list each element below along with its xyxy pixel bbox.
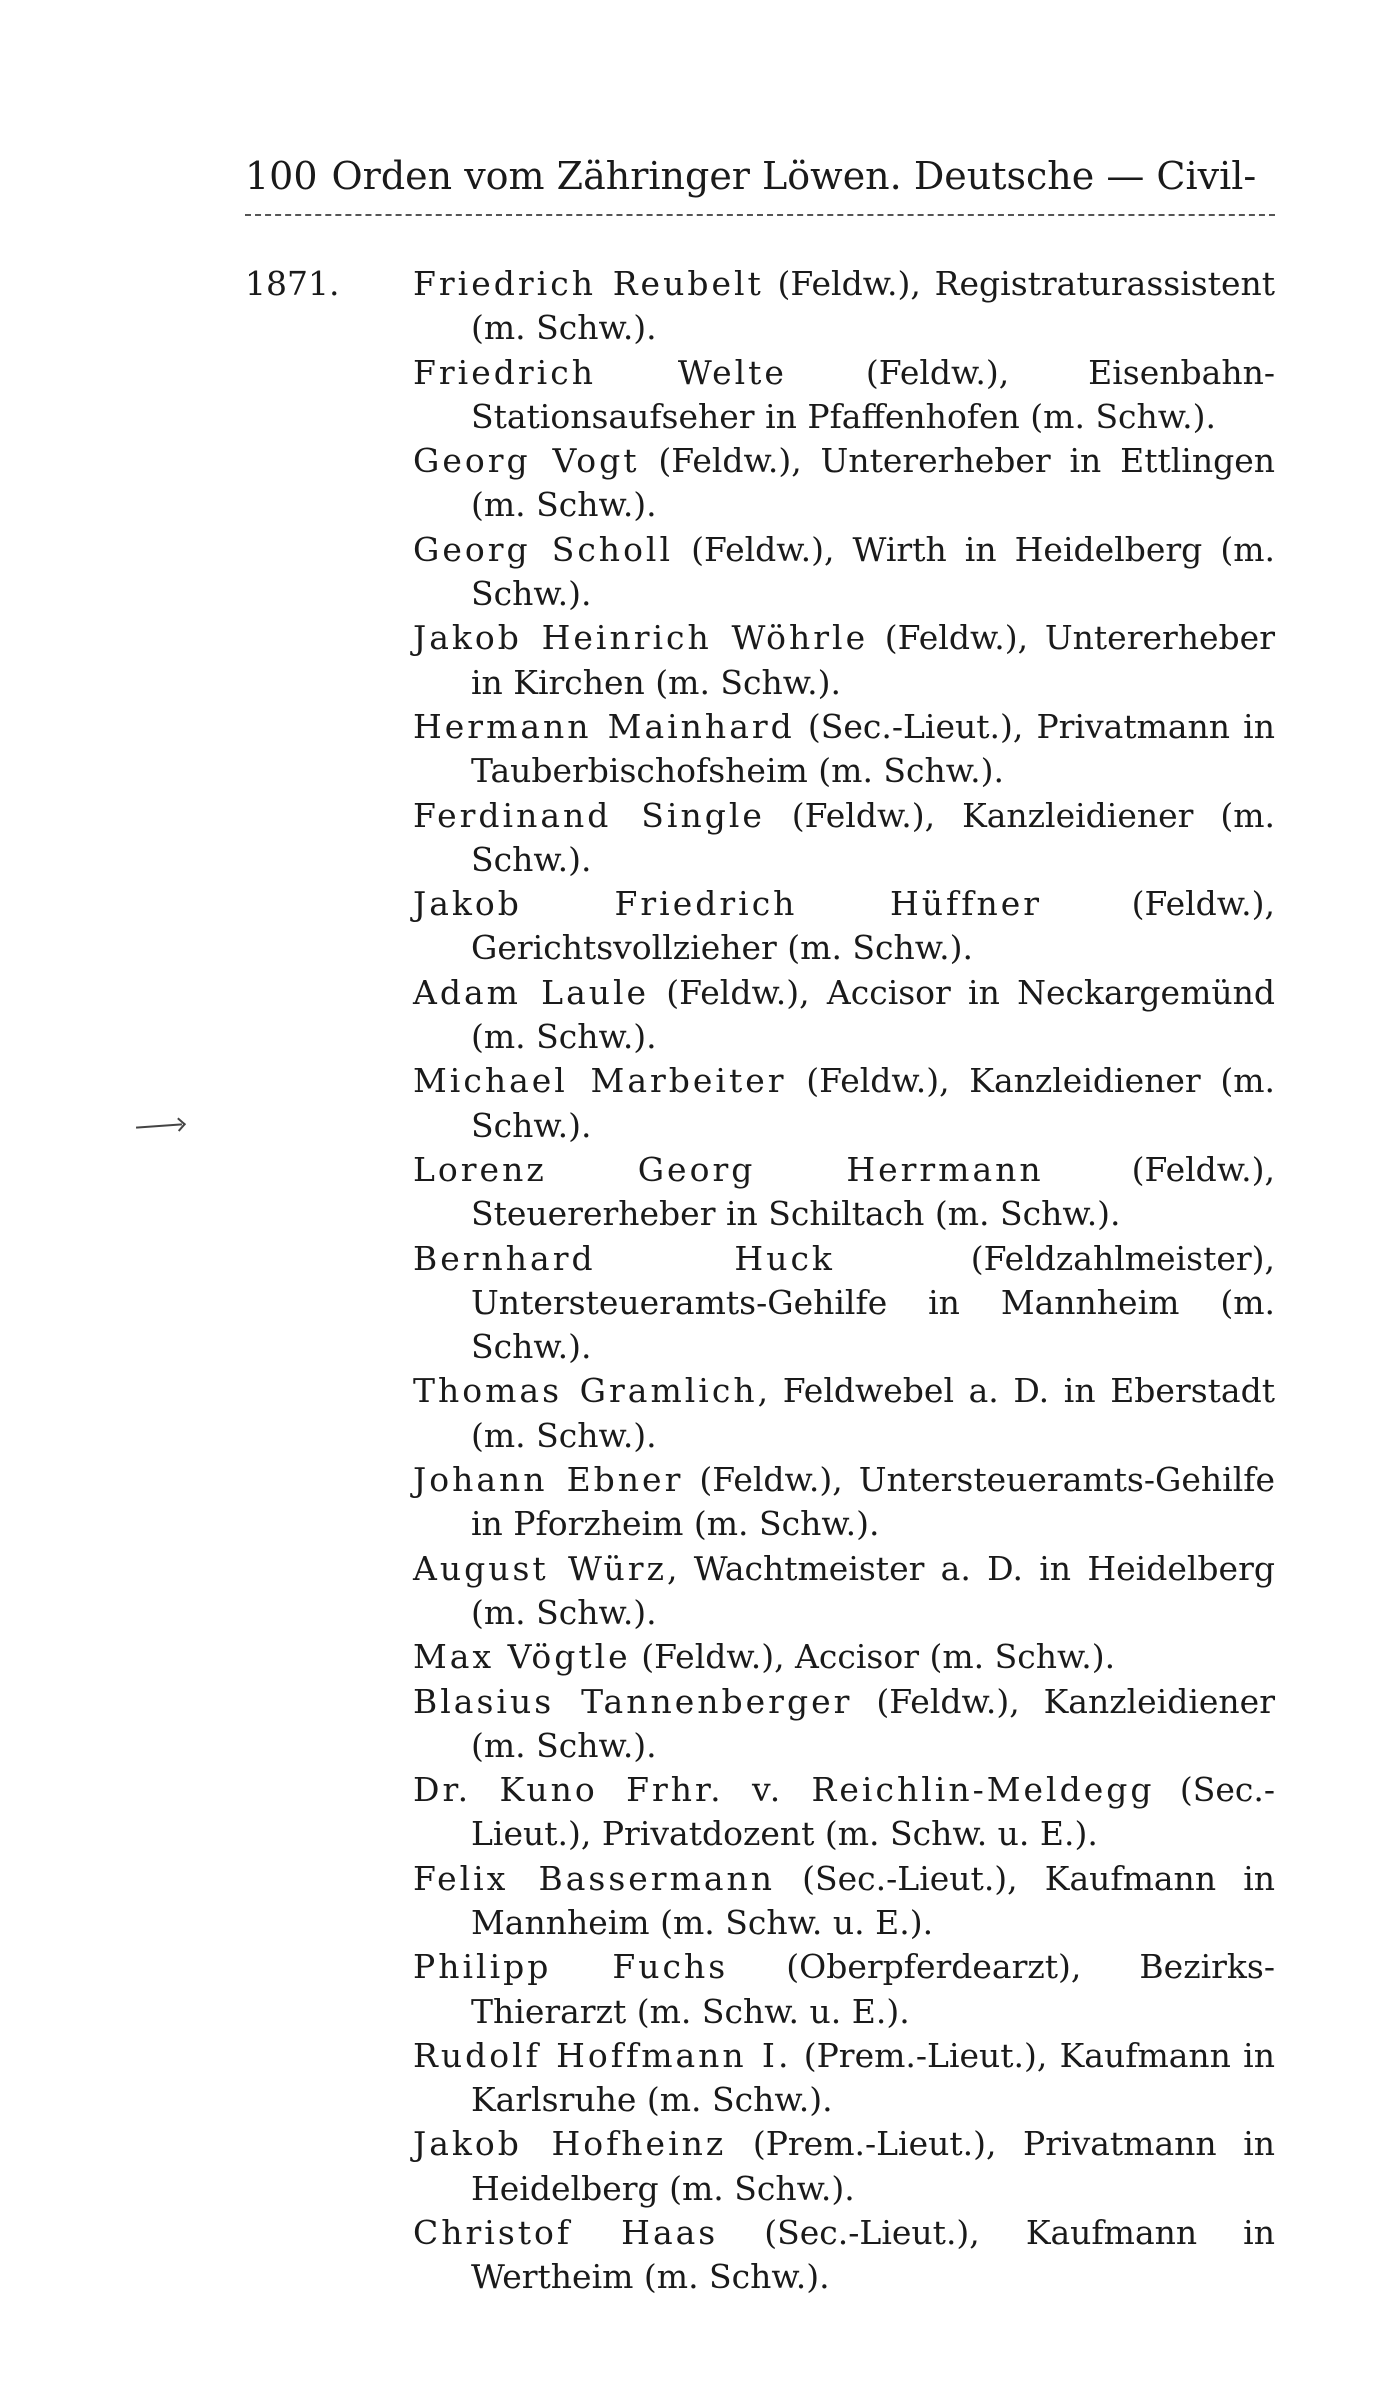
list-item: [245, 1945, 1275, 2034]
person-name: Michael Marbeiter: [413, 1061, 787, 1101]
person-name: Ferdinand Single: [413, 795, 765, 835]
entry-details: (Feldw.), Kanzleidiener (m. Schw.).: [471, 1061, 1276, 1145]
entry-details: (Sec.-Lieut.), Privatdozent (m. Schw. u. E.).: [471, 1770, 1275, 1854]
page-header: [245, 148, 1275, 204]
person-name: Thomas Gramlich: [413, 1371, 758, 1411]
person-name: Georg Vogt: [413, 441, 640, 481]
entry-details: (Feldw.), Kanzleidiener (m. Schw.).: [471, 795, 1275, 879]
entry-details: (Feldw.), Wirth in Heidelberg (m. Schw.).: [471, 529, 1276, 614]
entry-details: (Feldw.), Accisor in Neckargemünd (m. Schw.).: [471, 972, 1275, 1057]
list-item: [245, 2034, 1275, 2123]
person-name: Jakob Friedrich Hüffner: [413, 884, 1043, 924]
person-name: Christof Haas: [413, 2213, 719, 2253]
list-item: [245, 705, 1275, 794]
list-item: [245, 1148, 1275, 1237]
list-item: [245, 882, 1275, 971]
running-title: Orden vom Zähringer Löwen. Deutsche — Civil-: [331, 154, 1257, 198]
entry-details: (Feldw.), Accisor (m. Schw.).: [630, 1637, 1116, 1677]
person-name: Adam Laule: [413, 972, 650, 1012]
person-name: Lorenz Georg Herrmann: [413, 1149, 1044, 1189]
list-item: [245, 439, 1275, 528]
entry-list: [245, 262, 1275, 2300]
entry-details: (Feldw.), Steuererheber in Schiltach (m. Schw.).: [471, 1149, 1275, 1234]
person-name: Friedrich Reubelt: [413, 264, 764, 303]
person-name: Georg Scholl: [413, 529, 674, 569]
entry-details: (Feldw.), Gerichtsvollzieher (m. Schw.).: [471, 884, 1275, 968]
entry-details: (Feldw.), Untersteueramts-Gehilfe in Pforzheim (m. Schw.).: [471, 1460, 1275, 1544]
list-item: [245, 2211, 1275, 2300]
entry-details: (Feldw.), Eisenbahn-Stationsaufseher in Pfaffenhofen (m. Schw.).: [471, 352, 1275, 436]
list-item: [245, 1635, 1275, 1679]
list-item: [245, 1680, 1275, 1769]
list-item: [245, 794, 1275, 883]
list-item: [245, 528, 1275, 617]
entry-details: (Sec.-Lieut.), Kaufmann in Wertheim (m. Schw.).: [471, 2213, 1275, 2297]
entry-details: (Sec.-Lieut.), Privatmann in Tauberbischofsheim (m. Schw.).: [471, 706, 1275, 791]
person-name: Felix Bassermann: [413, 1858, 776, 1898]
person-name: Johann Ebner: [413, 1460, 684, 1500]
person-name: August Würz: [413, 1548, 667, 1588]
entry-details: (Prem.-Lieut.), Kaufmann in Karlsruhe (m. Schw.).: [471, 2035, 1275, 2120]
header-rule: [245, 214, 1275, 216]
entry-details: , Feldwebel a. D. in Eberstadt (m. Schw.).: [471, 1371, 1275, 1455]
list-item: [245, 351, 1275, 440]
person-name: Hermann Mainhard: [413, 706, 795, 746]
page-number: 100: [245, 154, 318, 198]
person-name: Bernhard Huck: [413, 1238, 835, 1278]
person-name: Max Vögtle: [413, 1637, 631, 1677]
entry-details: (Sec.-Lieut.), Kaufmann in Mannheim (m. Schw. u. E.).: [471, 1858, 1276, 1942]
list-item: [245, 262, 1275, 351]
entry-details: , Wachtmeister a. D. in Heidelberg (m. Schw.).: [471, 1548, 1275, 1632]
list-item: [245, 1458, 1275, 1547]
list-item: [245, 2122, 1275, 2211]
person-name: Dr. Kuno Frhr. v. Reichlin-Meldegg: [413, 1770, 1155, 1810]
year-label: 1871.: [245, 264, 340, 303]
list-item: [245, 1369, 1275, 1458]
list-item: [245, 1237, 1275, 1370]
entry-details: (Feldw.), Untererheber in Ettlingen (m. Schw.).: [471, 441, 1275, 525]
person-name: Rudolf Hoffmann I.: [413, 2035, 792, 2075]
person-name: Jakob Heinrich Wöhrle: [413, 618, 869, 658]
person-name: Jakob Hofheinz: [413, 2124, 727, 2164]
list-item: [245, 1059, 1275, 1148]
list-item: [245, 971, 1275, 1060]
person-name: Friedrich Welte: [413, 352, 787, 392]
list-item: [245, 1547, 1275, 1636]
list-item: [245, 1857, 1275, 1946]
entry-details: (Feldzahlmeister), Untersteueramts-Gehilfe in Mannheim (m. Schw.).: [471, 1238, 1275, 1367]
person-name: Philipp Fuchs: [413, 1947, 729, 1987]
list-item: [245, 616, 1275, 705]
entry-details: (Feldw.), Untererheber in Kirchen (m. Schw.).: [471, 618, 1275, 702]
margin-arrow-mark: [136, 1123, 182, 1128]
person-name: Blasius Tannenberger: [413, 1681, 853, 1721]
entry-details: (Oberpferdearzt), Bezirks-Thierarzt (m. Schw. u. E.).: [471, 1947, 1275, 2031]
entry-details: (Prem.-Lieut.), Privatmann in Heidelberg (m. Schw.).: [471, 2124, 1275, 2208]
entry-details: (Feldw.), Kanzleidiener (m. Schw.).: [471, 1681, 1275, 1765]
entry-details: (Feldw.), Registraturassistent (m. Schw.).: [471, 264, 1275, 348]
list-item: [245, 1768, 1275, 1857]
